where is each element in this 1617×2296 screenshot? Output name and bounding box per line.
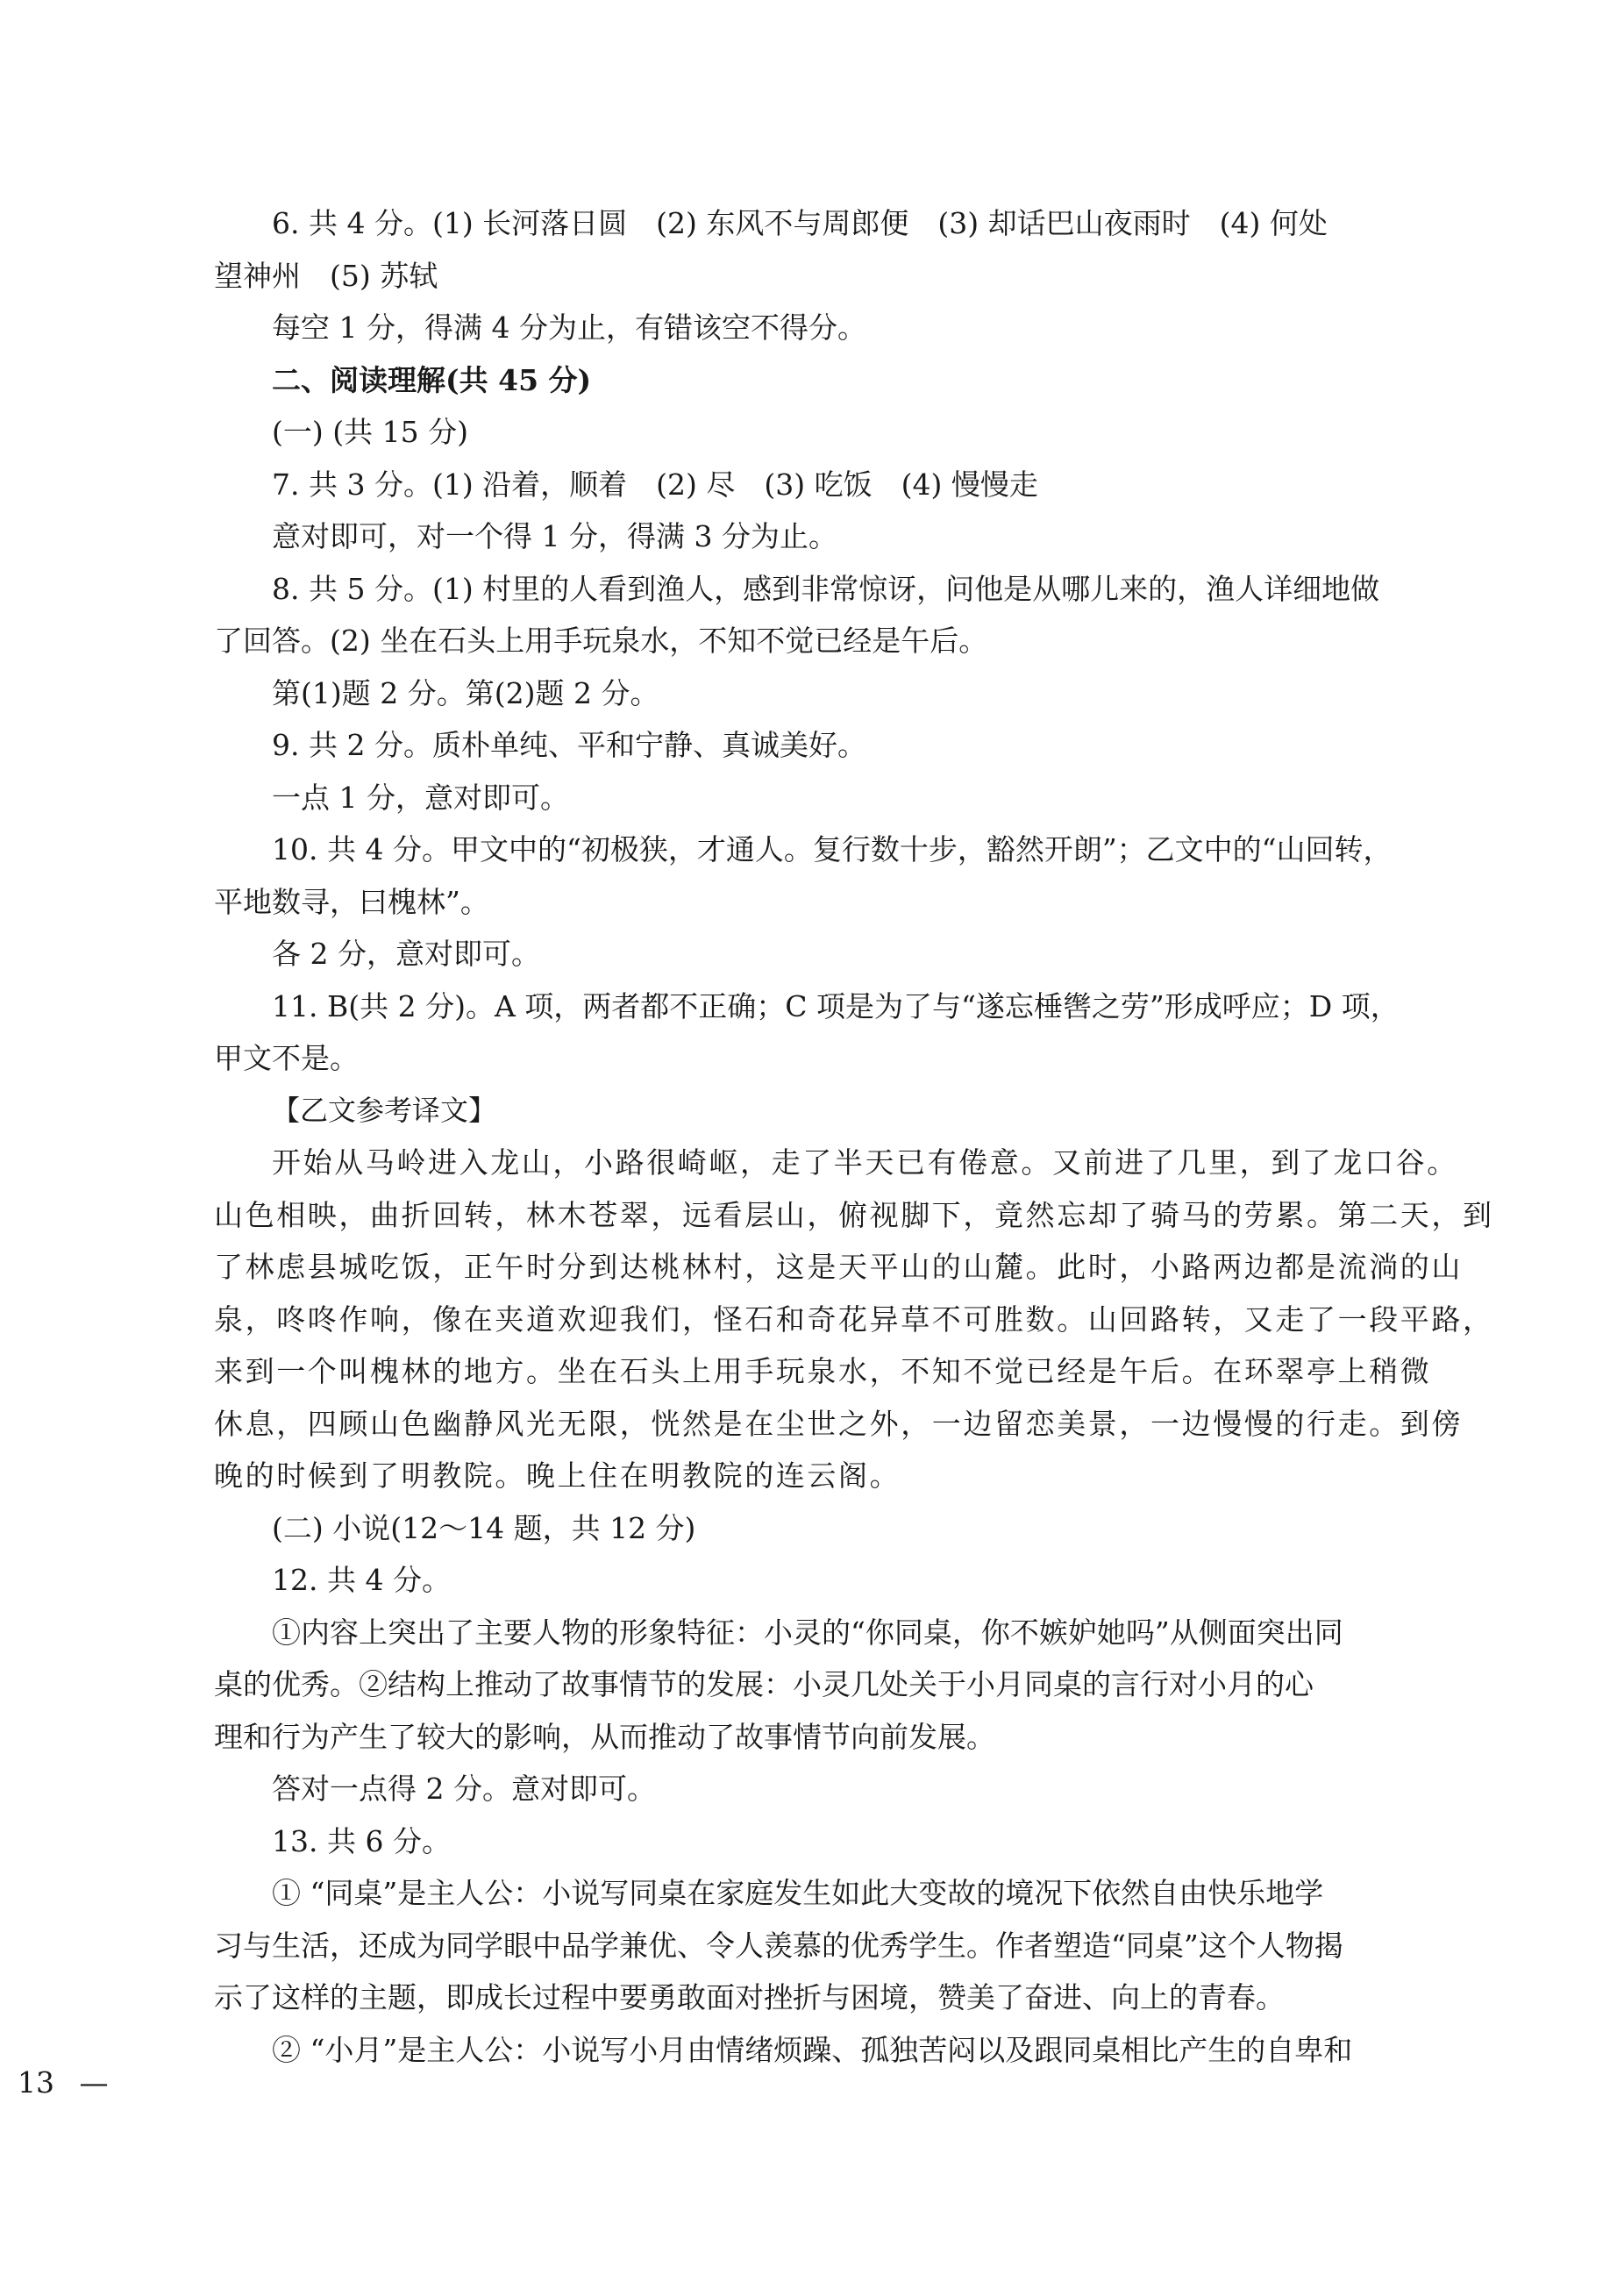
- answer-7-scoring: 意对即可，对一个得 1 分，得满 3 分为止。: [272, 519, 837, 553]
- translation-line-2: 山色相映，曲折回转，林木苍翠，远看层山，俯视脚下，竟然忘却了骑马的劳累。第二天，到: [214, 1197, 1494, 1232]
- answer-12: 12. 共 4 分。: [272, 1563, 451, 1597]
- answer-8-line-2: 了回答。(2) 坐在石头上用手玩泉水，不知不觉已经是午后。: [214, 624, 988, 658]
- footer-dash: —: [79, 2065, 109, 2100]
- answer-10-line-1: 10. 共 4 分。甲文中的“初极狭，才通人。复行数十步，豁然开朗”；乙文中的“山回转，: [272, 832, 1393, 866]
- answer-10-scoring: 各 2 分，意对即可。: [272, 937, 540, 971]
- translation-line-4: 泉，咚咚作响，像在夹道欢迎我们，怪石和奇花异草不可胜数。山回路转，又走了一段平路，: [214, 1301, 1494, 1337]
- answer-6-line-1: 6. 共 4 分。(1) 长河落日圆 (2) 东风不与周郎便 (3) 却话巴山夜雨时 (4) 何处: [272, 206, 1328, 240]
- answer-7: 7. 共 3 分。(1) 沿着，顺着 (2) 尽 (3) 吃饭 (4) 慢慢走: [272, 467, 1038, 502]
- translation-line-3: 了林虑县城吃饭，正午时分到达桃林村，这是天平山的山麓。此时，小路两边都是流淌的山: [214, 1250, 1463, 1284]
- answer-13: 13. 共 6 分。: [272, 1823, 451, 1858]
- answer-key-content: [214, 197, 1494, 2076]
- answer-13-point-2-line-1: ② “小月”是主人公：小说写小月由情绪烦躁、孤独苦闷以及跟同桌相比产生的自卑和: [272, 2032, 1353, 2067]
- page-footer: [18, 2065, 109, 2100]
- answer-13-point-1-line-2: 习与生活，还成为同学眼中品学兼优、令人羡慕的优秀学生。作者塑造“同桌”这个人物揭: [214, 1928, 1343, 1963]
- subsection-heading-1: (一) (共 15 分): [272, 415, 468, 449]
- translation-heading: 【乙文参考译文】: [272, 1093, 497, 1127]
- answer-8-line-1: 8. 共 5 分。(1) 村里的人看到渔人，感到非常惊讶，问他是从哪儿来的，渔人详细地做: [272, 571, 1380, 606]
- subsection-heading-2: (二) 小说(12～14 题，共 12 分): [272, 1510, 696, 1545]
- answer-6-scoring: 每空 1 分，得满 4 分为止，有错该空不得分。: [272, 310, 866, 345]
- answer-11-line-1: 11. B(共 2 分)。A 项，两者都不正确；C 项是为了与“遂忘棰辔之劳”形成呼应；D 项，: [272, 988, 1400, 1023]
- page-number: 13: [18, 2065, 54, 2100]
- answer-9: 9. 共 2 分。质朴单纯、平和宁静、真诚美好。: [272, 728, 866, 762]
- answer-8-scoring: 第(1)题 2 分。第(2)题 2 分。: [272, 675, 659, 710]
- answer-13-point-1-line-3: 示了这样的主题，即成长过程中要勇敢面对挫折与困境，赞美了奋进、向上的青春。: [214, 1980, 1285, 2014]
- answer-12-scoring: 答对一点得 2 分。意对即可。: [272, 1772, 656, 1806]
- answer-13-point-1-line-1: ① “同桌”是主人公：小说写同桌在家庭发生如此大变故的境况下依然自由快乐地学: [272, 1876, 1324, 1910]
- translation-line-6: 休息，四顾山色幽静风光无限，恍然是在尘世之外，一边留恋美景，一边慢慢的行走。到傍: [214, 1406, 1463, 1441]
- answer-6-line-2: 望神州 (5) 苏轼: [214, 258, 438, 293]
- translation-line-1: 开始从马岭进入龙山，小路很崎岖，走了半天已有倦意。又前进了几里，到了龙口谷。: [272, 1145, 1458, 1180]
- answer-10-line-2: 平地数寻，曰槐林”。: [214, 884, 489, 919]
- section-heading-reading: 二、阅读理解(共 45 分): [272, 362, 592, 397]
- answer-12-point-1: ①内容上突出了主要人物的形象特征：小灵的“你同桌，你不嫉妒她吗”从侧面突出同: [272, 1615, 1343, 1650]
- answer-11-line-2: 甲文不是。: [214, 1041, 359, 1075]
- answer-12-point-3: 理和行为产生了较大的影响，从而推动了故事情节向前发展。: [214, 1719, 995, 1754]
- answer-9-scoring: 一点 1 分，意对即可。: [272, 780, 569, 815]
- translation-line-5: 来到一个叫槐林的地方。坐在石头上用手玩泉水，不知不觉已经是午后。在环翠亭上稍微: [214, 1354, 1432, 1388]
- translation-line-7: 晚的时候到了明教院。晚上住在明教院的连云阁。: [214, 1458, 901, 1493]
- answer-12-point-2: 桌的优秀。②结构上推动了故事情节的发展：小灵几处关于小月同桌的言行对小月的心: [214, 1667, 1314, 1701]
